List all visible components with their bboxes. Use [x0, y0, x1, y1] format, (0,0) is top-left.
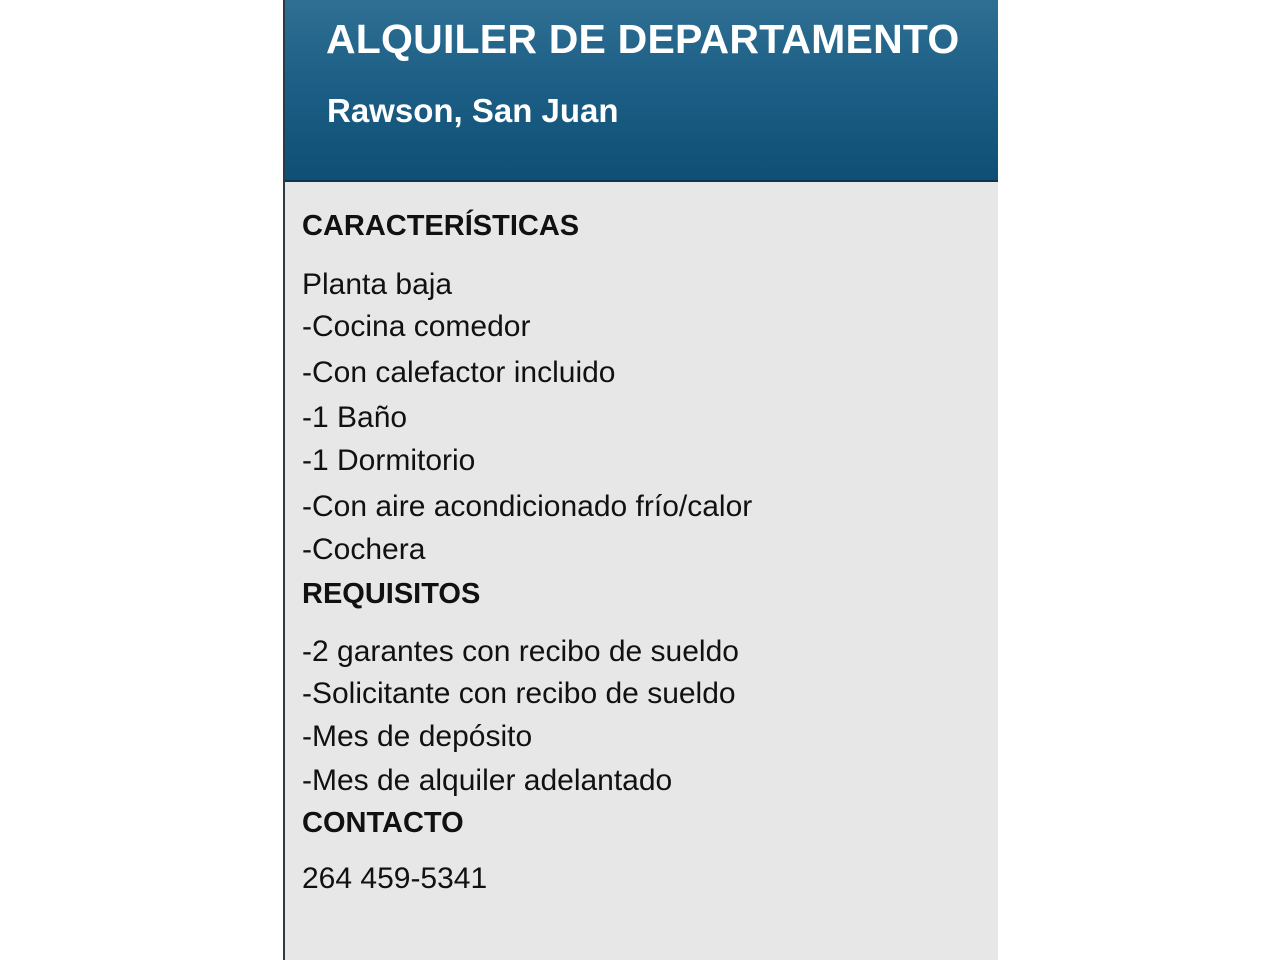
requirement-item: -Mes de alquiler adelantado	[302, 764, 673, 797]
contact-phone: 264 459-5341	[302, 862, 488, 895]
feature-item: Planta baja	[302, 268, 453, 301]
caracteristicas-heading: CARACTERÍSTICAS	[302, 210, 580, 242]
feature-item: -Con aire acondicionado frío/calor	[302, 490, 753, 523]
flyer-title: ALQUILER DE DEPARTAMENTO	[326, 16, 960, 62]
requisitos-heading: REQUISITOS	[302, 578, 481, 610]
rental-flyer	[283, 0, 998, 960]
requirement-item: -Solicitante con recibo de sueldo	[302, 677, 736, 710]
flyer-location: Rawson, San Juan	[327, 92, 619, 129]
feature-item: -1 Dormitorio	[302, 444, 476, 477]
feature-item: -Cochera	[302, 533, 426, 566]
feature-item: -Cocina comedor	[302, 310, 531, 343]
feature-item: -1 Baño	[302, 401, 408, 434]
requirement-item: -2 garantes con recibo de sueldo	[302, 635, 739, 668]
requirement-item: -Mes de depósito	[302, 720, 533, 753]
feature-item: -Con calefactor incluido	[302, 356, 616, 389]
flyer-header	[285, 0, 998, 182]
contacto-heading: CONTACTO	[302, 807, 464, 839]
